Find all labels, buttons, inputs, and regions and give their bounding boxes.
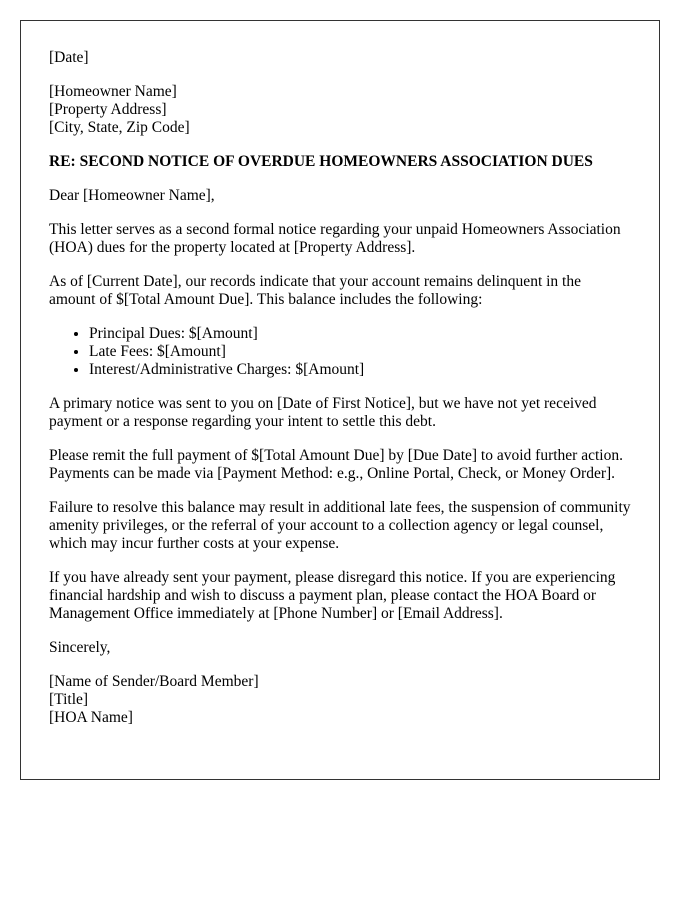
recipient-name: [Homeowner Name]	[49, 83, 177, 100]
charge-item-late-fees: • Late Fees: $[Amount]	[89, 343, 631, 361]
body-paragraph-4: Please remit the full payment of $[Total Amount Due] by [Due Date] to avoid further action. Payments can be made via [Payment Method: e.g., Online Portal, Check, or Money Order].	[49, 447, 623, 482]
subject-line: RE: SECOND NOTICE OF OVERDUE HOMEOWNERS ASSOCIATION DUES	[49, 153, 593, 170]
charge-item-interest: • Interest/Administrative Charges: $[Amount]	[89, 361, 631, 379]
recipient-city-state-zip: [City, State, Zip Code]	[49, 119, 190, 136]
body-paragraph-5: Failure to resolve this balance may result in additional late fees, the suspension of community amenity privileges, or the referral of your account to a collection agency or legal counsel, which may incur further costs at your expense.	[49, 499, 631, 552]
charges-list	[49, 325, 631, 379]
body-paragraph-1: This letter serves as a second formal notice regarding your unpaid Homeowners Association (HOA) dues for the property located at [Property Address].	[49, 221, 621, 256]
letter-date: [Date]	[49, 49, 89, 66]
charge-item-principal: • Principal Dues: $[Amount]	[89, 325, 631, 343]
body-paragraph-6: If you have already sent your payment, please disregard this notice. If you are experiencing financial hardship and wish to discuss a payment plan, please contact the HOA Board or Management Office immediately at [Phone Number] or [Email Address].	[49, 569, 616, 622]
salutation: Dear [Homeowner Name],	[49, 187, 215, 204]
body-paragraph-2: As of [Current Date], our records indicate that your account remains delinquent in the amount of $[Total Amount Due]. This balance includes the following:	[49, 273, 581, 308]
signature-title: [Title]	[49, 691, 89, 708]
signature-organization: [HOA Name]	[49, 709, 133, 726]
recipient-address: [Property Address]	[49, 101, 167, 118]
letter-page	[20, 20, 660, 780]
closing: Sincerely,	[49, 639, 111, 656]
recipient-block	[49, 83, 631, 137]
body-paragraph-3: A primary notice was sent to you on [Date of First Notice], but we have not yet received payment or a response regarding your intent to settle this debt.	[49, 395, 597, 430]
signature-name: [Name of Sender/Board Member]	[49, 673, 259, 690]
signature-block	[49, 673, 631, 727]
